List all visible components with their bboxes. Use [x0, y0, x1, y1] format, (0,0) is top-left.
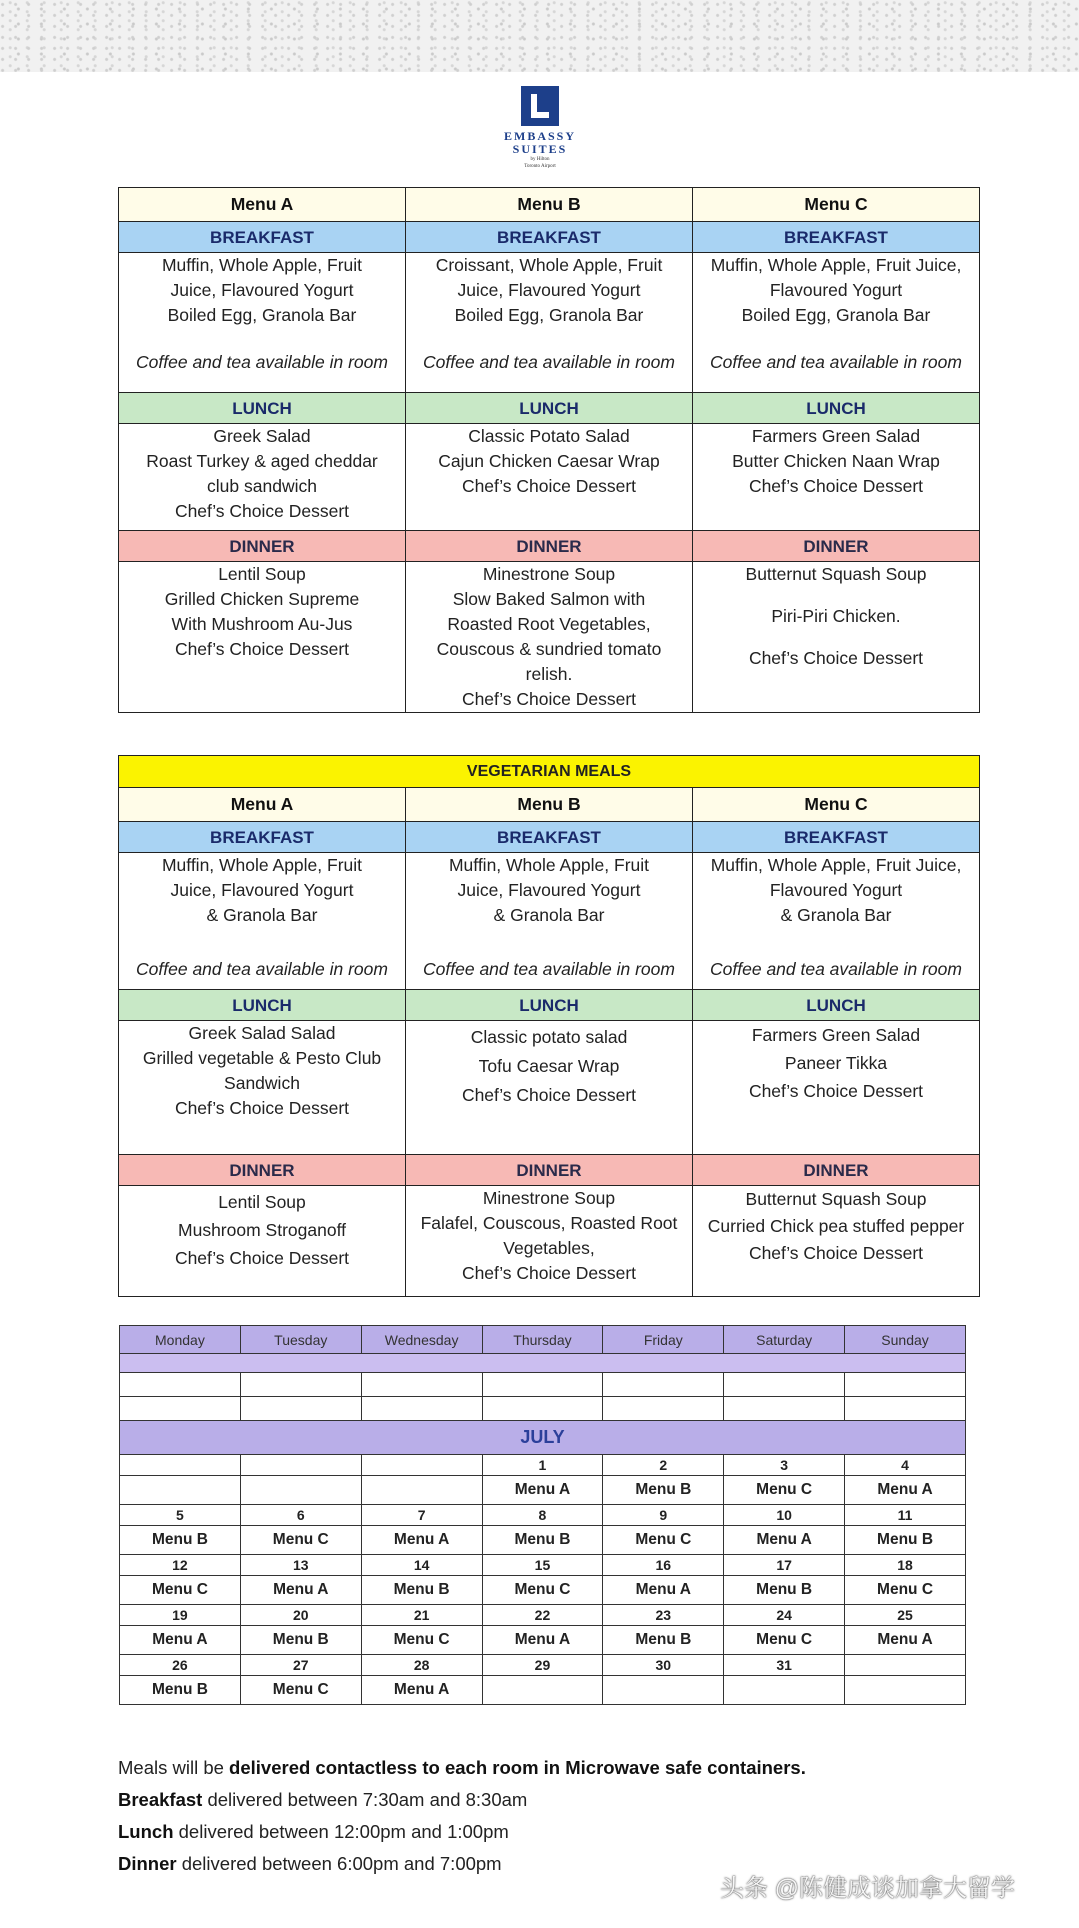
lunch-time: delivered between 12:00pm and 1:00pm: [173, 1821, 509, 1842]
item: & Granola Bar: [493, 905, 605, 925]
item: Butternut Squash Soup: [745, 564, 927, 584]
date-cell: 11: [845, 1505, 966, 1526]
coffee-note: Coffee and tea available in room: [423, 352, 675, 372]
breakfast-header: BREAKFAST: [693, 222, 980, 253]
item: Roast Turkey & aged cheddar: [146, 451, 378, 471]
date-cell: 12: [120, 1555, 241, 1576]
date-cell: 4: [845, 1455, 966, 1476]
item: relish.: [525, 664, 573, 684]
empty-cell: [120, 1397, 241, 1421]
lunch-header: LUNCH: [693, 393, 980, 424]
dinner-cell: [406, 562, 693, 713]
weekday-header: Friday: [603, 1326, 724, 1354]
breakfast-header: BREAKFAST: [406, 222, 693, 253]
vegetarian-menu-table: [118, 755, 980, 1297]
month-title: JULY: [120, 1421, 966, 1455]
item: Chef’s Choice Dessert: [748, 1081, 924, 1101]
item: Butternut Squash Soup: [745, 1189, 927, 1209]
item: Chef’s Choice Dessert: [174, 1248, 350, 1268]
item: Vegetables,: [503, 1238, 595, 1258]
item: Chef’s Choice Dessert: [461, 1085, 637, 1105]
date-cell: 1: [482, 1455, 603, 1476]
date-cell: [120, 1455, 241, 1476]
empty-cell: [724, 1373, 845, 1397]
lunch-header: LUNCH: [119, 990, 406, 1021]
date-cell: [361, 1455, 482, 1476]
week-menu-row: [120, 1526, 966, 1555]
item: Croissant, Whole Apple, Fruit: [435, 255, 663, 275]
menu-assignment-cell: Menu B: [603, 1476, 724, 1505]
item: Tofu Caesar Wrap: [478, 1056, 620, 1076]
weekday-header: Tuesday: [240, 1326, 361, 1354]
breakfast-cell: [406, 253, 693, 393]
breakfast-cell: [119, 853, 406, 990]
menu-assignment-cell: Menu A: [482, 1626, 603, 1655]
coffee-note: Coffee and tea available in room: [710, 352, 962, 372]
empty-cell: [361, 1397, 482, 1421]
calendar-band: [120, 1354, 966, 1373]
item: Butter Chicken Naan Wrap: [732, 451, 940, 471]
date-cell: 18: [845, 1555, 966, 1576]
item: Muffin, Whole Apple, Fruit: [161, 855, 363, 875]
regular-menu-table: [118, 187, 980, 713]
breakfast-cell: [693, 253, 980, 393]
week-date-row: [120, 1455, 966, 1476]
item: & Granola Bar: [206, 905, 318, 925]
dinner-cell: [406, 1186, 693, 1297]
coffee-note: Coffee and tea available in room: [136, 352, 388, 372]
item: Juice, Flavoured Yogurt: [457, 880, 641, 900]
menu-assignment-cell: Menu C: [724, 1626, 845, 1655]
weekday-header: Sunday: [845, 1326, 966, 1354]
menu-assignment-cell: Menu B: [482, 1526, 603, 1555]
item: Muffin, Whole Apple, Fruit: [448, 855, 650, 875]
calendar-weeks: [120, 1455, 966, 1705]
week-menu-row: [120, 1476, 966, 1505]
item: Chef’s Choice Dessert: [461, 689, 637, 709]
lunch-label: Lunch: [118, 1821, 174, 1842]
menu-header: Menu A: [119, 788, 406, 822]
menu-assignment-cell: Menu A: [361, 1676, 482, 1705]
menu-assignment-cell: Menu C: [724, 1476, 845, 1505]
item: Muffin, Whole Apple, Fruit Juice,: [710, 255, 962, 275]
item: Juice, Flavoured Yogurt: [170, 280, 354, 300]
item: Mushroom Stroganoff: [178, 1220, 346, 1240]
date-cell: 19: [120, 1605, 241, 1626]
date-cell: 17: [724, 1555, 845, 1576]
lunch-header: LUNCH: [693, 990, 980, 1021]
date-cell: 16: [603, 1555, 724, 1576]
item: Cajun Chicken Caesar Wrap: [438, 451, 660, 471]
notes-breakfast: [118, 1784, 806, 1816]
item: Greek Salad Salad: [188, 1023, 336, 1043]
date-cell: 15: [482, 1555, 603, 1576]
lunch-cell: [406, 424, 693, 531]
item: Chef’s Choice Dessert: [748, 648, 924, 668]
date-cell: 14: [361, 1555, 482, 1576]
breakfast-cell: [119, 253, 406, 393]
dinner-header: DINNER: [693, 1155, 980, 1186]
empty-cell: [603, 1373, 724, 1397]
dinner-header: DINNER: [406, 1155, 693, 1186]
lunch-cell: [693, 424, 980, 531]
menu-assignment-cell: [724, 1676, 845, 1705]
date-cell: 20: [240, 1605, 361, 1626]
item: Sandwich: [224, 1073, 300, 1093]
date-cell: 10: [724, 1505, 845, 1526]
logo-line1: EMBASSY: [503, 129, 576, 143]
item: Lentil Soup: [218, 1192, 306, 1212]
delivery-notes: [118, 1752, 806, 1880]
week-date-row: [120, 1505, 966, 1526]
item: Farmers Green Salad: [751, 426, 921, 446]
menu-assignment-cell: Menu A: [603, 1576, 724, 1605]
menu-header: Menu B: [406, 788, 693, 822]
date-cell: 2: [603, 1455, 724, 1476]
menu-assignment-cell: Menu B: [603, 1626, 724, 1655]
menu-assignment-cell: Menu A: [482, 1476, 603, 1505]
menu-assignment-cell: Menu B: [845, 1526, 966, 1555]
item: Muffin, Whole Apple, Fruit: [161, 255, 363, 275]
week-menu-row: [120, 1676, 966, 1705]
notes-lunch: [118, 1816, 806, 1848]
menu-assignment-cell: Menu C: [361, 1626, 482, 1655]
menu-assignment-cell: [240, 1476, 361, 1505]
date-cell: 27: [240, 1655, 361, 1676]
menu-assignment-cell: [482, 1676, 603, 1705]
item: Chef’s Choice Dessert: [748, 1243, 924, 1263]
logo-line4: Toronto Airport: [524, 164, 556, 169]
menu-assignment-cell: Menu A: [845, 1626, 966, 1655]
empty-cell: [845, 1397, 966, 1421]
date-cell: 29: [482, 1655, 603, 1676]
lunch-header: LUNCH: [406, 990, 693, 1021]
item: Classic potato salad: [470, 1027, 628, 1047]
lunch-cell: [119, 424, 406, 531]
item: Boiled Egg, Granola Bar: [167, 305, 357, 325]
vegetarian-title: VEGETARIAN MEALS: [119, 756, 980, 788]
date-cell: 13: [240, 1555, 361, 1576]
menu-assignment-cell: Menu B: [240, 1626, 361, 1655]
item: club sandwich: [207, 476, 317, 496]
date-cell: 24: [724, 1605, 845, 1626]
item: Classic Potato Salad: [468, 426, 630, 446]
menu-assignment-cell: Menu C: [482, 1576, 603, 1605]
menu-assignment-cell: Menu C: [603, 1526, 724, 1555]
menu-header: Menu C: [693, 188, 980, 222]
weekday-header: Wednesday: [361, 1326, 482, 1354]
breakfast-header: BREAKFAST: [119, 222, 406, 253]
item: Muffin, Whole Apple, Fruit Juice,: [710, 855, 962, 875]
breakfast-header: BREAKFAST: [119, 822, 406, 853]
menu-assignment-cell: Menu A: [724, 1526, 845, 1555]
menu-assignment-cell: Menu B: [361, 1576, 482, 1605]
date-cell: 8: [482, 1505, 603, 1526]
item: Boiled Egg, Granola Bar: [454, 305, 644, 325]
date-cell: 28: [361, 1655, 482, 1676]
empty-cell: [361, 1373, 482, 1397]
week-menu-row: [120, 1626, 966, 1655]
embassy-suites-logo-icon: [521, 86, 559, 126]
item: Chef’s Choice Dessert: [461, 476, 637, 496]
empty-cell: [603, 1397, 724, 1421]
menu-assignment-cell: [361, 1476, 482, 1505]
item: Chef’s Choice Dessert: [174, 639, 350, 659]
menu-header: Menu C: [693, 788, 980, 822]
dinner-cell: [693, 562, 980, 713]
item: Grilled vegetable & Pesto Club: [142, 1048, 382, 1068]
date-cell: 5: [120, 1505, 241, 1526]
dinner-header: DINNER: [119, 531, 406, 562]
item: Grilled Chicken Supreme: [164, 589, 360, 609]
date-cell: [845, 1655, 966, 1676]
lunch-cell: [406, 1021, 693, 1155]
item: Minestrone Soup: [482, 564, 616, 584]
date-cell: 7: [361, 1505, 482, 1526]
item: Juice, Flavoured Yogurt: [170, 880, 354, 900]
item: With Mushroom Au-Jus: [171, 614, 353, 634]
menu-assignment-cell: Menu C: [845, 1576, 966, 1605]
week-menu-row: [120, 1576, 966, 1605]
notes-line-1: [118, 1752, 806, 1784]
date-cell: 22: [482, 1605, 603, 1626]
dinner-cell: [119, 562, 406, 713]
menu-assignment-cell: Menu A: [361, 1526, 482, 1555]
weekday-header: Monday: [120, 1326, 241, 1354]
item: & Granola Bar: [780, 905, 892, 925]
date-cell: 3: [724, 1455, 845, 1476]
logo-line3: by Hilton: [530, 157, 550, 162]
dinner-time: delivered between 6:00pm and 7:00pm: [176, 1853, 502, 1874]
empty-cell: [482, 1397, 603, 1421]
notes-prefix: Meals will be: [118, 1757, 230, 1778]
week-date-row: [120, 1555, 966, 1576]
item: Flavoured Yogurt: [769, 880, 903, 900]
lunch-header: LUNCH: [406, 393, 693, 424]
menu-assignment-cell: [603, 1676, 724, 1705]
date-cell: 26: [120, 1655, 241, 1676]
item: Slow Baked Salmon with: [452, 589, 646, 609]
dinner-label: Dinner: [118, 1853, 177, 1874]
menu-assignment-cell: Menu B: [120, 1526, 241, 1555]
empty-cell: [845, 1373, 966, 1397]
lunch-header: LUNCH: [119, 393, 406, 424]
empty-cell: [482, 1373, 603, 1397]
paper-edge: [0, 0, 1079, 72]
item: Falafel, Couscous, Roasted Root: [420, 1213, 678, 1233]
empty-cell: [724, 1397, 845, 1421]
menu-assignment-cell: Menu B: [724, 1576, 845, 1605]
menu-assignment-cell: Menu B: [120, 1676, 241, 1705]
menu-assignment-cell: Menu C: [240, 1526, 361, 1555]
item: Roasted Root Vegetables,: [447, 614, 651, 634]
item: Piri-Piri Chicken.: [771, 606, 901, 626]
date-cell: 21: [361, 1605, 482, 1626]
item: Couscous & sundried tomato: [436, 639, 662, 659]
logo-line2: SUITES: [512, 142, 568, 156]
menu-assignment-cell: Menu A: [240, 1576, 361, 1605]
item: Juice, Flavoured Yogurt: [457, 280, 641, 300]
watermark-text: 头条 @陈健成谈加拿大留学: [720, 1875, 1016, 1902]
empty-cell: [240, 1397, 361, 1421]
menu-assignment-cell: Menu C: [120, 1576, 241, 1605]
item: Boiled Egg, Granola Bar: [741, 305, 931, 325]
hotel-logo: [440, 86, 640, 170]
breakfast-header: BREAKFAST: [693, 822, 980, 853]
coffee-note: Coffee and tea available in room: [423, 959, 675, 979]
breakfast-header: BREAKFAST: [406, 822, 693, 853]
date-cell: [240, 1455, 361, 1476]
menu-assignment-cell: [845, 1676, 966, 1705]
dinner-header: DINNER: [693, 531, 980, 562]
lunch-cell: [693, 1021, 980, 1155]
item: Paneer Tikka: [784, 1053, 888, 1073]
item: Flavoured Yogurt: [769, 280, 903, 300]
weekday-header: Saturday: [724, 1326, 845, 1354]
item: Chef’s Choice Dessert: [748, 476, 924, 496]
menu-assignment-cell: Menu A: [845, 1476, 966, 1505]
date-cell: 25: [845, 1605, 966, 1626]
item: Farmers Green Salad: [751, 1025, 921, 1045]
coffee-note: Coffee and tea available in room: [136, 959, 388, 979]
week-date-row: [120, 1605, 966, 1626]
date-cell: 9: [603, 1505, 724, 1526]
date-cell: 23: [603, 1605, 724, 1626]
breakfast-time: delivered between 7:30am and 8:30am: [202, 1789, 528, 1810]
breakfast-label: Breakfast: [118, 1789, 203, 1810]
dinner-header: DINNER: [406, 531, 693, 562]
menu-assignment-cell: [120, 1476, 241, 1505]
date-cell: 30: [603, 1655, 724, 1676]
item: Chef’s Choice Dessert: [174, 501, 350, 521]
date-cell: 6: [240, 1505, 361, 1526]
dinner-cell: [693, 1186, 980, 1297]
menu-header: Menu A: [119, 188, 406, 222]
item: Minestrone Soup: [482, 1188, 616, 1208]
item: Curried Chick pea stuffed pepper: [707, 1216, 965, 1236]
july-calendar: [119, 1325, 966, 1705]
dinner-header: DINNER: [119, 1155, 406, 1186]
menu-assignment-cell: Menu C: [240, 1676, 361, 1705]
week-date-row: [120, 1655, 966, 1676]
empty-cell: [120, 1373, 241, 1397]
empty-cell: [240, 1373, 361, 1397]
date-cell: 31: [724, 1655, 845, 1676]
weekday-header: Thursday: [482, 1326, 603, 1354]
item: Greek Salad: [213, 426, 311, 446]
notes-dinner: [118, 1848, 806, 1880]
notes-bold: delivered contactless to each room in Microwave safe containers.: [229, 1757, 806, 1778]
coffee-note: Coffee and tea available in room: [710, 959, 962, 979]
dinner-cell: [119, 1186, 406, 1297]
item: Lentil Soup: [218, 564, 306, 584]
breakfast-cell: [693, 853, 980, 990]
menu-header: Menu B: [406, 188, 693, 222]
breakfast-cell: [406, 853, 693, 990]
lunch-cell: [119, 1021, 406, 1155]
item: Chef’s Choice Dessert: [174, 1098, 350, 1118]
menu-assignment-cell: Menu A: [120, 1626, 241, 1655]
item: Chef’s Choice Dessert: [461, 1263, 637, 1283]
